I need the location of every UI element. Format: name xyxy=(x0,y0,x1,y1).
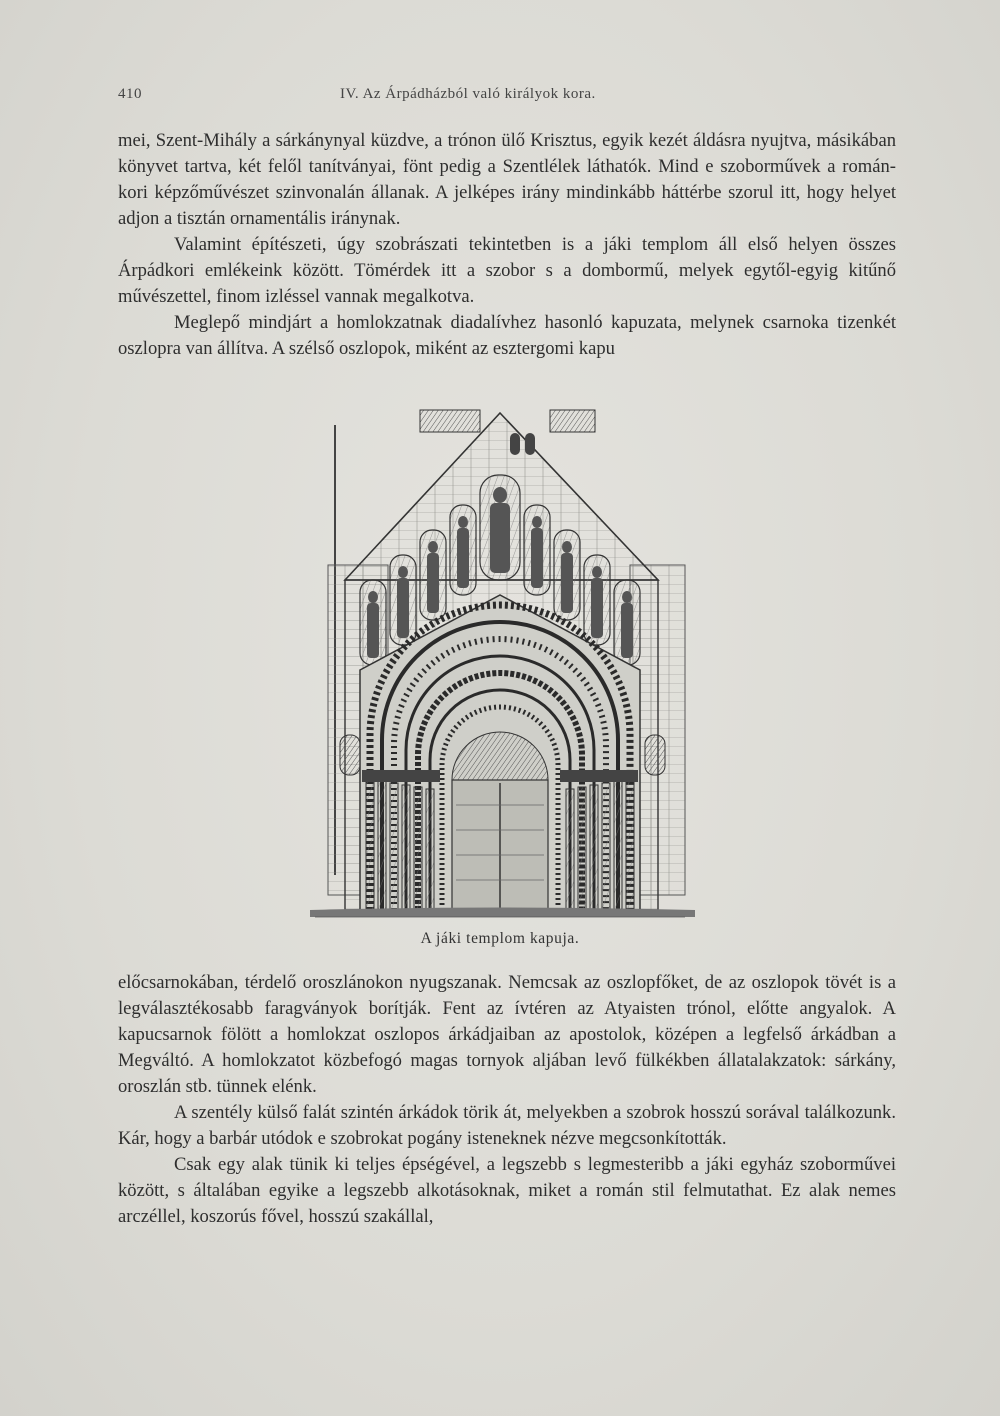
paragraph: Csak egy alak tünik ki teljes épségével, a legszebb s legmesteribb a jáki egyház szoborművei között, s általában egyike a legszebb alkotásoknak, miket a román stil felmutathat. Ez alak nemes arczéllel, koszorús fővel, hosszú szakállal, xyxy=(118,1154,896,1227)
engraving-figure xyxy=(300,405,700,935)
paragraph: Valamint építészeti, úgy szobrászati tekintetben is a jáki templom áll első helyen összes Árpádkori emlékeink között. Tömérdek itt a szobor s a dombormű, melyek egytől-egyig kitűnő művészettel, finom izléssel vannak megalkotva. xyxy=(118,234,896,307)
church-portal-engraving xyxy=(300,405,700,925)
paragraph: előcsarnokában, térdelő oroszlánokon nyugszanak. Nemcsak az oszlopfőket, de az oszlopok tövét is a legválasztékosabb faragványok borítják. Fent az ívtéren az Atyaisten trónol, előtte angyalok. A kapucsarnok fölött a homlokzat oszlopos árkádjaiban az apostolok, középen a legfelső árkádban a Megváltó. A homlokzatot közbefogó magas tornyok aljában levő fülkékben állatalakzatok: sárkány, oroszlán stb. tünnek elénk. xyxy=(118,972,896,1097)
running-header xyxy=(118,86,898,110)
figure-caption: A jáki templom kapuja. xyxy=(420,930,580,947)
page-number: 410 xyxy=(118,86,142,102)
chapter-title: IV. Az Árpádházból való királyok kora. xyxy=(340,86,596,102)
text-block-bottom xyxy=(118,970,896,1230)
paragraph: Meglepő mindjárt a homlokzatnak diadalívhez hasonló kapuzata, melynek csarnoka tizenkét oszlopra van állítva. A szélső oszlopok, miként az esztergomi kapu xyxy=(118,312,896,359)
text-block-top xyxy=(118,128,896,362)
paragraph: A szentély külső falát szintén árkádok törik át, melyekben a szobrok hosszú sorával találkozunk. Kár, hogy a barbár utódok e szobrokat pogány isteneknek nézve megcsonkították. xyxy=(118,1102,896,1149)
paragraph: mei, Szent-Mihály a sárkánynyal küzdve, a trónon ülő Krisztus, egyik kezét áldásra nyujtva, másikában könyvet tartva, két felől tanítványai, fönt pedig a Szentlélek láthatók. Mind e szoborművek a román-kori képzőművészet szinvonalán állanak. A jelképes irány mindinkább háttérbe szorul itt, hogy helyet adjon a tisztán ornamentális iránynak. xyxy=(118,130,896,229)
